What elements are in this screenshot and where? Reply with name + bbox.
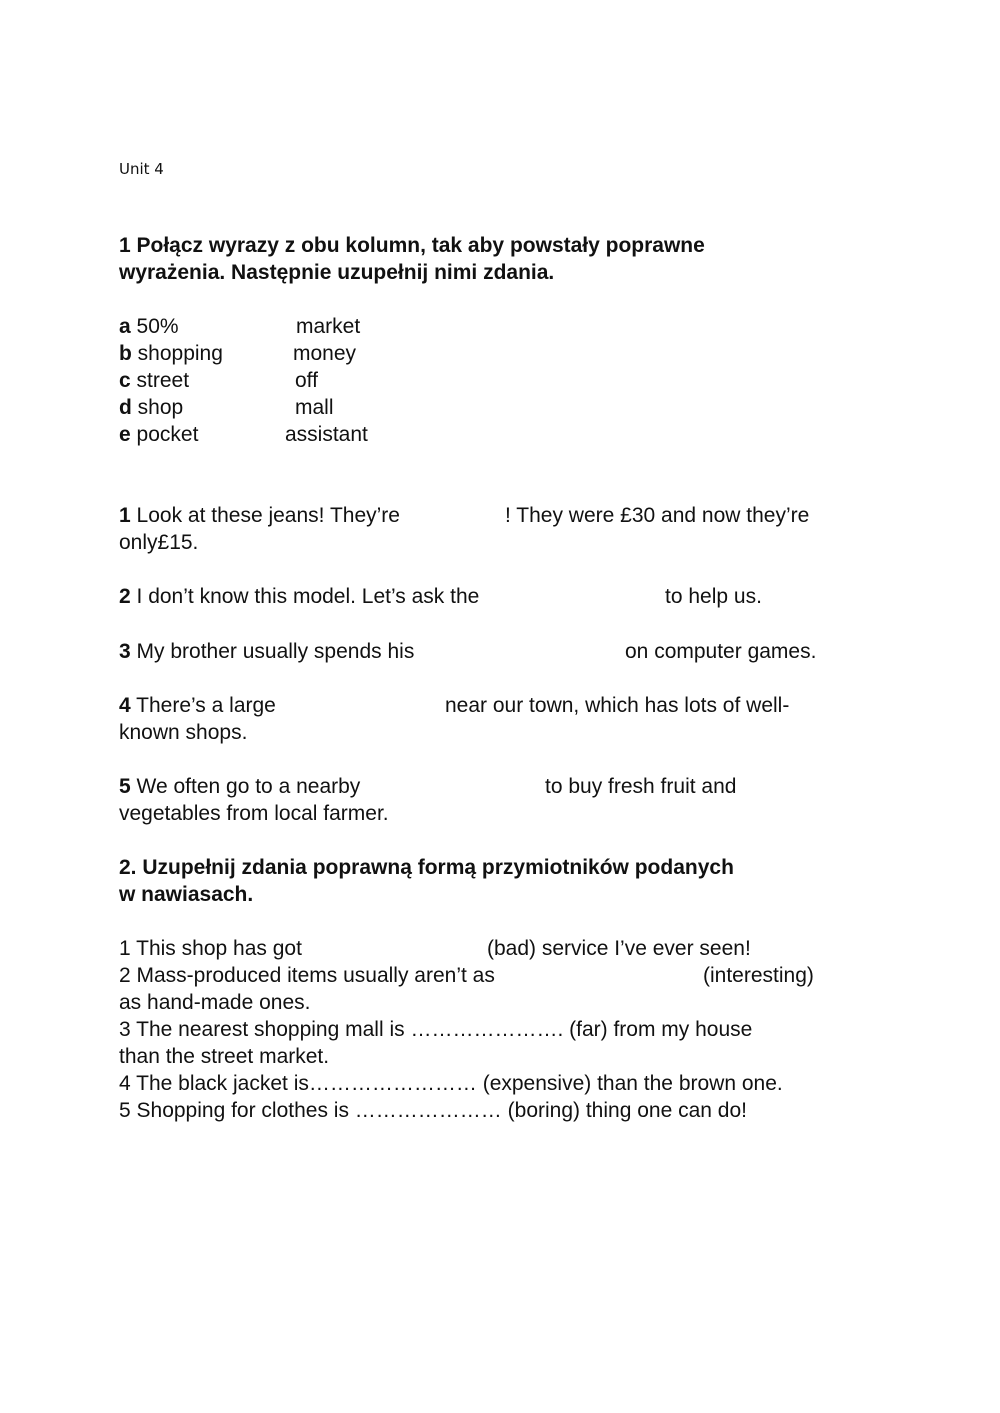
sentence-2-start xyxy=(119,583,479,610)
sentence-1-end: ! They were £30 and now they’re xyxy=(505,504,810,527)
exercise1-instruction-line1: 1 Połącz wyrazy z obu kolumn, tak aby powstały poprawne xyxy=(119,234,705,257)
sentence-text: There’s a large xyxy=(136,694,276,717)
pair-letter: d xyxy=(119,396,132,419)
sentence-number: 4 xyxy=(119,694,131,717)
exercise2-instruction-line2: w nawiasach. xyxy=(119,883,254,906)
sentence-1-continuation: only£15. xyxy=(119,531,199,554)
sentence-text: We often go to a nearby xyxy=(136,775,361,798)
sentence-text: Look at these jeans! They’re xyxy=(136,504,400,527)
sentence-1-start xyxy=(119,502,400,529)
sentence-3-end: on computer games. xyxy=(625,640,817,663)
sentence-number: 5 xyxy=(119,775,131,798)
pair-right: off xyxy=(295,369,318,392)
item-2-continuation: as hand-made ones. xyxy=(119,991,311,1014)
sentence-5-continuation: vegetables from local farmer. xyxy=(119,802,389,825)
pair-right: market xyxy=(296,315,361,338)
unit-label: Unit 4 xyxy=(119,160,164,178)
pair-left: 50% xyxy=(136,315,179,338)
pair-letter: a xyxy=(119,315,131,338)
exercise1-instruction-line2: wyrażenia. Następnie uzupełnij nimi zdania. xyxy=(119,261,555,284)
pair-right: money xyxy=(293,342,357,365)
sentence-5-end: to buy fresh fruit and xyxy=(545,775,737,798)
pair-left: street xyxy=(136,369,190,392)
exercise2-instruction-line1: 2. Uzupełnij zdania poprawną formą przymiotników podanych xyxy=(119,856,734,879)
item-5: 5 Shopping for clothes is ………………… (boring) thing one can do! xyxy=(119,1099,747,1122)
item-2-start: 2 Mass-produced items usually aren’t as xyxy=(119,964,495,987)
pair-letter: e xyxy=(119,423,131,446)
sentence-number: 3 xyxy=(119,640,131,663)
item-3-start: 3 The nearest shopping mall is …………………. (far) from my house xyxy=(119,1018,753,1041)
pair-left: shop xyxy=(137,396,184,419)
pair-right: mall xyxy=(295,396,334,419)
exercise2-instruction xyxy=(119,854,879,908)
sentence-text: My brother usually spends his xyxy=(136,640,415,663)
pair-right: assistant xyxy=(285,423,368,446)
pair-left: pocket xyxy=(136,423,199,446)
pair-row-d xyxy=(119,394,183,421)
sentence-5-start xyxy=(119,773,360,800)
sentence-2-end: to help us. xyxy=(665,585,762,608)
sentence-3-start xyxy=(119,638,414,665)
pair-letter: b xyxy=(119,342,132,365)
item-2-end: (interesting) xyxy=(703,964,814,987)
sentence-4-end: near our town, which has lots of well- xyxy=(445,694,790,717)
pair-row-b xyxy=(119,340,223,367)
item-4: 4 The black jacket is…………………… (expensive) than the brown one. xyxy=(119,1072,783,1095)
pair-left: shopping xyxy=(137,342,223,365)
item-1-end: (bad) service I’ve ever seen! xyxy=(487,937,751,960)
pair-row-e xyxy=(119,421,198,448)
pair-row-c xyxy=(119,367,189,394)
exercise1-instruction xyxy=(119,232,879,286)
sentence-text: I don’t know this model. Let’s ask the xyxy=(136,585,480,608)
pair-row-a xyxy=(119,313,179,340)
pair-letter: c xyxy=(119,369,131,392)
item-1-start: 1 This shop has got xyxy=(119,937,302,960)
sentence-number: 2 xyxy=(119,585,131,608)
sentence-4-start xyxy=(119,692,276,719)
item-3-continuation: than the street market. xyxy=(119,1045,330,1068)
sentence-number: 1 xyxy=(119,504,131,527)
sentence-4-continuation: known shops. xyxy=(119,721,248,744)
